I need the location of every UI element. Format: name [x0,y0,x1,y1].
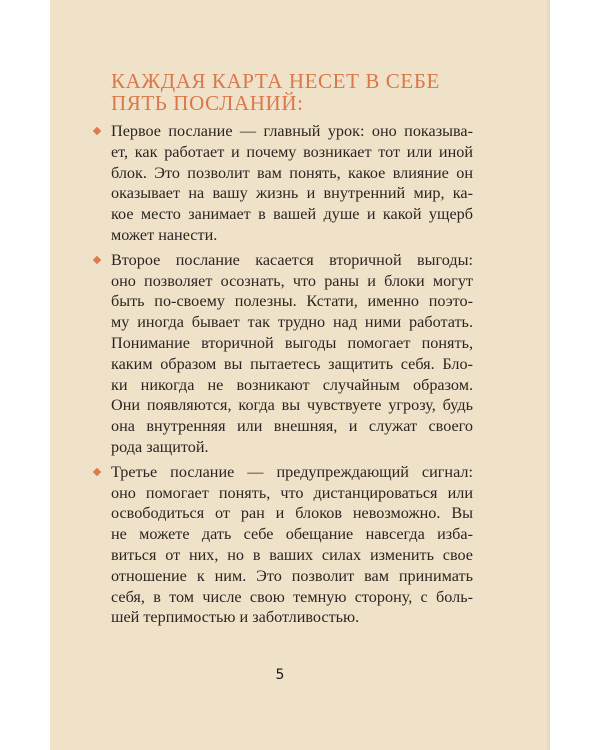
text-line: быть по-своему полезны. Кстати, именно поэто- [111,292,473,311]
text-line: блок. Это позволит вам понять, какое влияние он [111,163,473,182]
messages-list [111,121,473,632]
text-line: рода защитой. [111,437,209,456]
text-line: может нанести. [111,225,218,244]
text-line: освободиться от ран и блоков невозможно. Вы [111,504,473,523]
text-line: Второе послание касается вторичной выгоды: [111,250,473,269]
section-heading [111,70,491,114]
text-line: Третье послание — предупреждающий сигнал: [111,462,473,481]
text-line: оказывает на вашу жизнь и внутренний мир, ка- [111,184,473,203]
text-line: ки никогда не возникают случайным образом. [111,375,473,394]
diamond-bullet-icon [93,256,101,264]
text-line: себя, в том числе свою темную сторону, с боль- [111,587,473,606]
heading-line-1: КАЖДАЯ КАРТА НЕСЕТ В СЕБЕ [111,69,440,93]
list-item-second-message [111,250,473,458]
text-line: виться от них, но в ваших силах изменить свое [111,545,473,564]
text-line: Понимание вторичной выгоды помогает понять, [111,333,473,352]
text-line: кое место занимает в вашей душе и какой ущерб [111,205,473,224]
book-page [50,0,550,750]
text-line: отношение к ним. Это позволит вам принимать [111,566,473,585]
list-item-third-message [111,462,473,628]
text-line: шей терпимостью и заботливостью. [111,608,360,627]
list-item-first-message [111,121,473,246]
text-line: она внутренняя или внешняя, и служат своего [111,417,473,436]
diamond-bullet-icon [93,127,101,135]
text-line: му иногда бывает так трудно над ними работать. [111,313,473,332]
page-edge [547,0,550,750]
text-line: Они появляются, когда вы чувствуете угрозу, будь [111,396,473,415]
text-line: ет, как работает и почему возникает тот или иной [111,142,473,161]
text-line: каким образом вы пытаетесь защитить себя. Бло- [111,354,473,373]
page-number: 5 [275,667,285,683]
diamond-bullet-icon [93,468,101,476]
text-line: оно помогает понять, что дистанцироваться или [111,483,473,502]
text-line: оно позволяет осознать, что раны и блоки могут [111,271,473,290]
text-line: Первое послание — главный урок: оно показыва- [111,122,473,140]
text-line: не можете дать себе обещание навсегда изба- [111,525,473,544]
heading-line-2: ПЯТЬ ПОСЛАНИЙ: [111,91,304,115]
